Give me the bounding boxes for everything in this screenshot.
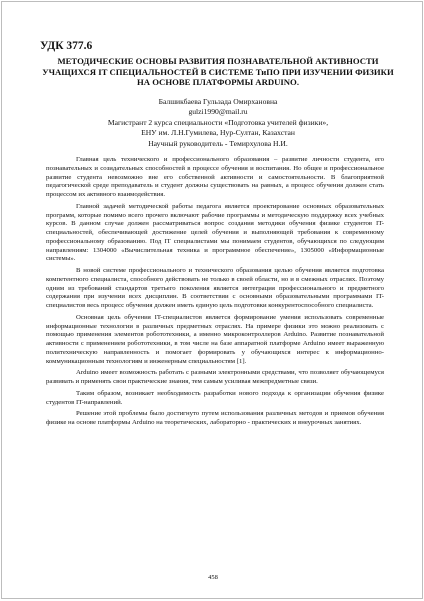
author-email[interactable]: gulzi1990@mail.ru (188, 107, 248, 117)
author-block (42, 97, 394, 149)
body-text (46, 156, 384, 431)
author-advisor: Научный руководитель - Темирхулова Н.И. (148, 138, 288, 148)
paragraph: Главная цель технического и профессионального образования – развитие личности студента, его познавательных и созидательных способностей в процессе обучения и воспитания. Но общее и профессиональное развитие студента невозможно вне его собственной активности и самостоятельности. В благоприятной педагогической среде преподаватель и студент должны существовать на равных, а процесс обучения должен стать процессом их активного взаимодействия. (46, 156, 384, 198)
paragraph: Главной задачей методической работы педагога является проектирование основных образовательных программ, которые помимо всего прочего включают рабочие программы и методическую поддержку всех учебных курсов. В данном случае должен рассматриваться вопрос создания методики обучения физике студентов IT-специальностей, обеспечивающей достижение целей обучения и выполняющей требования к современному профессиональному образованию. Под IT специалистами мы понимаем студентов, обучающихся по следующим направлениям: 1304000 «Вычислительная техника и программное обеспечение», 1305000 «Информационные системы». (46, 202, 384, 263)
paragraph: В новой системе профессионального и технического образования целью обучения является подготовка компетентного специалиста, способного действовать не только в своей области, но и в смежных отраслях. Поэтому одним из требований стандартов третьего поколения является интеграция профессионального и предметного содержания при изучении всех дисциплин. В соответствии с основными образовательными программами IT-специалистов весь процесс обучения должен иметь единую цель подготовки конкурентоспособного специалиста. (46, 267, 384, 309)
page-number: 458 (208, 574, 218, 581)
paper-title: МЕТОДИЧЕСКИЕ ОСНОВЫ РАЗВИТИЯ ПОЗНАВАТЕЛЬНОЙ АКТИВНОСТИ УЧАЩИХСЯ IT СПЕЦИАЛЬНОСТЕЙ В СИСТЕМЕ ТиПО ПРИ ИЗУЧЕНИИ ФИЗИКИ НА ОСНОВЕ ПЛАТФОРМЫ ARDUINO. (42, 56, 394, 88)
paragraph: Основная цель обучения IT-специалистов является формирование умения использовать современные информационные технологии в различных предметных отраслях. На примере физики это можно реализовать с помощью применения элементов робототехники, а именно микроконтроллеров Arduino. Развитие познавательной активности с применением робототехники, в том числе на базе аппаратной платформе Arduino имеет выраженную политехническую направленность и помогает формировать у обучающихся интерес к информационно-коммуникационным технологиям и инженерным специальностям [1]. (46, 313, 384, 365)
author-name: Балшикбаева Гульзада Омирхановна (158, 97, 278, 106)
author-university: ЕНУ им. Л.Н.Гумилева, Нур-Султан, Казахстан (141, 128, 295, 138)
paragraph: Таким образом, возникает необходимость разработки нового подхода к организации обучения физике студентов IT-направлений. (46, 389, 384, 406)
document-page (1, 1, 423, 599)
paragraph: Arduino имеет возможность работать с разными электронными средствами, что позволяет обучающемуся развивать и применять свои практические знания, тем самым усиливая межпредметные связи. (46, 369, 384, 385)
author-position: Магистрант 2 курса специальности «Подготовка учителей физики», (107, 117, 329, 127)
paragraph: Решение этой проблемы было достигнуто путем использования различных методов и приемов обучения физике на основе платформы Arduino на теоретических, лабораторно - практических и внеурочных занятиях. (46, 410, 384, 426)
udk-code: УДК 377.6 (40, 40, 93, 52)
